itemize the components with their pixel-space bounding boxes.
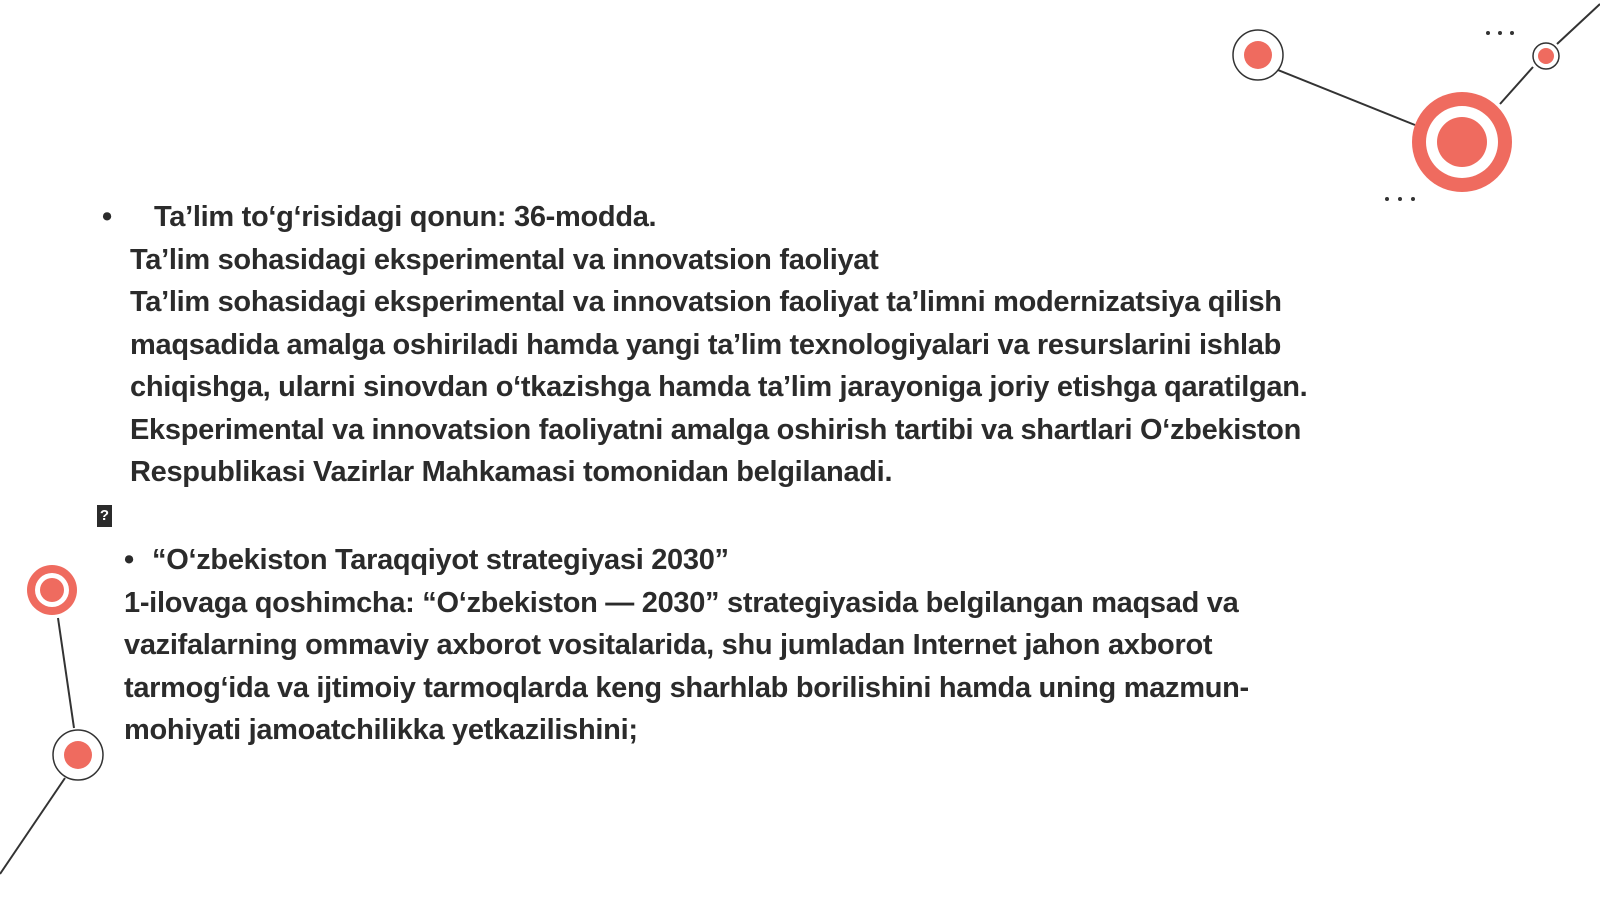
ellipsis-dots [1385, 197, 1415, 201]
bullet-icon: • [124, 544, 134, 576]
text-block-strategy [124, 539, 1249, 752]
paragraph-line: Ta’lim sohasidagi eksperimental va innovatsion faoliyat ta’limni modernizatsiya qilish [130, 286, 1282, 318]
node-circle-ring [27, 565, 77, 615]
subheading-line: Ta’lim sohasidagi eksperimental va innovatsion faoliyat [130, 243, 879, 276]
node-circle-small [1233, 30, 1283, 80]
paragraph-line: Eksperimental va innovatsion faoliyatni amalga oshirish tartibi va shartlari O‘zbekiston [130, 413, 1302, 446]
paragraph-line: tarmog‘ida va ijtimoiy tarmoqlarda keng sharhlab borilishini hamda uning mazmun- [124, 671, 1249, 704]
connector-line [1258, 62, 1415, 125]
paragraph-line: Respublikasi Vazirlar Mahkamasi tomonidan belgilanadi. [130, 456, 893, 488]
connector-line [1500, 67, 1533, 104]
paragraph-line: mohiyati jamoatchilikka yetkazilishini; [124, 714, 638, 746]
connector-line [1557, 4, 1600, 44]
ellipsis-dots [1486, 31, 1514, 35]
text-block-law [102, 196, 1308, 494]
paragraph-line: maqsadida amalga oshiriladi hamda yangi ta’lim texnologiyalari va resurslarini ishlab [130, 328, 1282, 361]
node-circle-large [1412, 92, 1512, 192]
node-circle-small [53, 730, 103, 780]
node-circle-tiny [1533, 43, 1559, 69]
connector-line [58, 618, 74, 728]
bullet-icon: • [102, 201, 112, 233]
paragraph-line: vazifalarning ommaviy axborot vositalarida, shu jumladan Internet jahon axborot [124, 629, 1213, 661]
paragraph-line: 1-ilovaga qoshimcha: “O‘zbekiston — 2030” strategiyasida belgilangan maqsad va [124, 586, 1239, 619]
missing-glyph-icon: ? [97, 505, 112, 527]
connector-line [0, 778, 65, 874]
heading-line: • Ta’lim to‘g‘risidagi qonun: 36-modda. [102, 196, 1307, 239]
heading-line: • “O‘zbekiston Taraqqiyot strategiyasi 2030” [124, 539, 1249, 582]
paragraph-line: chiqishga, ularni sinovdan o‘tkazishga hamda ta’lim jarayoniga joriy etishga qaratilgan. [130, 371, 1308, 403]
